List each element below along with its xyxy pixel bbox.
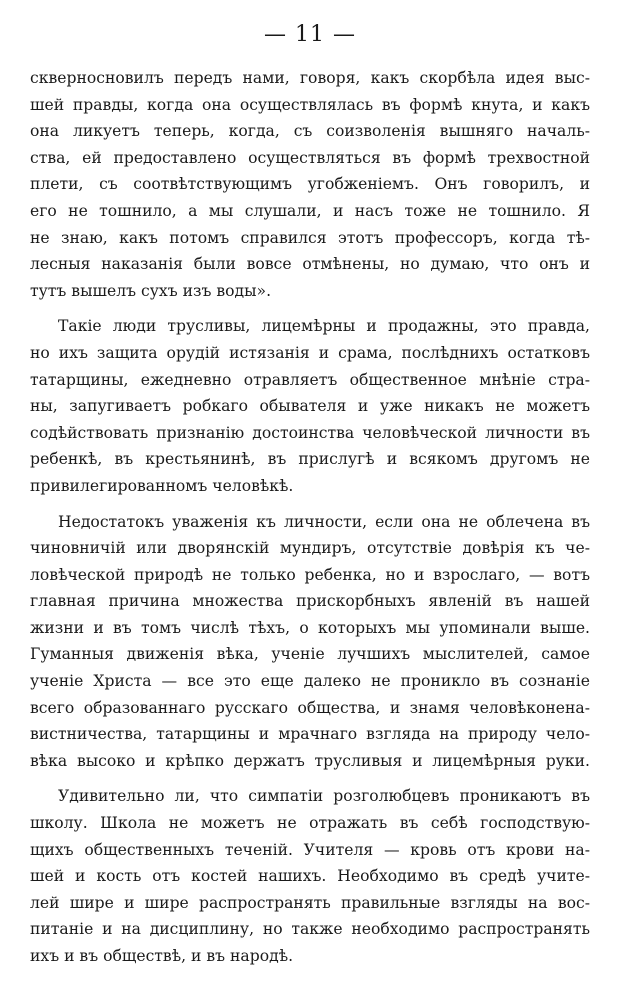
text-line: плети, съ соотвѣтствующимъ угобженіемъ. Онъ говорилъ, и [30, 175, 590, 194]
text-line: ихъ и въ обществѣ, и въ народѣ. [30, 947, 294, 965]
text-line: ученіе Христа — все это еще далеко не проникло въ сознаніе [30, 672, 590, 691]
text-line: не знаю, какъ потомъ справился этотъ профессоръ, когда тѣ- [30, 228, 590, 247]
text-line: но ихъ защита орудій истязанія и срама, послѣднихъ остатковъ [30, 343, 590, 362]
text-line: она ликуетъ теперь, когда, съ соизволенія вышняго началь- [30, 122, 590, 141]
text-line: главная причина множества прискорбныхъ явленій въ нашей [30, 592, 590, 611]
paragraph-4 [30, 783, 590, 969]
text-line: привилегированномъ человѣкѣ. [30, 476, 294, 495]
paragraph-1 [30, 65, 590, 304]
text-line: содѣйствовать признанію достоинства человѣческой личности въ [30, 423, 590, 442]
text-line: Такіе люди трусливы, лицемѣрны и продажны, это правда, [58, 317, 590, 336]
text-line: лей шире и шире распространять правильные взгляды на вос- [30, 893, 590, 912]
text-line: питаніе и на дисциплину, но также необходимо распространять [30, 920, 590, 939]
text-line: Удивительно ли, что симпатіи розголюбцевъ проникаютъ въ [58, 787, 590, 806]
paragraph-2 [30, 313, 590, 499]
text-line: ны, запугиваетъ робкаго обывателя и уже никакъ не можетъ [30, 397, 590, 416]
text-line: школу. Школа не можетъ не отражать въ себѣ господствую- [30, 814, 590, 833]
text-line: чиновничій или дворянскій мундиръ, отсутствіе довѣрія къ че- [30, 539, 590, 558]
text-line: жизни и въ томъ числѣ тѣхъ, о которыхъ мы упоминали выше. [30, 618, 590, 637]
text-line: лесныя наказанія были вовсе отмѣнены, но думаю, что онъ и [30, 255, 590, 274]
text-line: его не тошнило, а мы слушали, и насъ тоже не тошнило. Я [30, 201, 590, 220]
text-line: вистничества, татарщины и мрачнаго взгляда на природу чело- [30, 725, 590, 744]
text-line: Гуманныя движенія вѣка, ученіе лучшихъ мыслителей, самое [30, 645, 590, 664]
text-line: всего образованнаго русскаго общества, и знамя человѣконена- [30, 698, 590, 717]
text-line: татарщины, ежедневно отравляетъ общественное мнѣніе стра- [30, 370, 590, 389]
page-number: — 11 — [264, 22, 356, 47]
text-line: вѣка высоко и крѣпко держатъ трусливыя и лицемѣрныя руки. [30, 751, 590, 770]
text-line: ства, ей предоставлено осуществляться въ формѣ трехвостной [30, 148, 590, 167]
text-line: шей правды, когда она осуществлялась въ формѣ кнута, и какъ [30, 95, 590, 114]
text-line: Недостатокъ уваженія къ личности, если она не облечена въ [58, 512, 590, 531]
text-line: шей и кость отъ костей нашихъ. Необходимо въ средѣ учите- [30, 867, 590, 886]
text-line: скверносновилъ передъ нами, говоря, какъ скорбѣла идея выс- [30, 69, 590, 87]
paragraph-3 [30, 509, 590, 775]
text-line: щихъ общественныхъ теченій. Учителя — кровь отъ крови на- [30, 840, 590, 859]
text-line: тутъ вышелъ сухъ изъ воды». [30, 281, 272, 300]
body-text [30, 65, 590, 970]
text-line: ловѣческой природѣ не только ребенка, но и взрослаго, — вотъ [30, 565, 590, 584]
text-line: ребенкѣ, въ крестьянинѣ, въ прислугѣ и всякомъ другомъ не [30, 450, 590, 469]
